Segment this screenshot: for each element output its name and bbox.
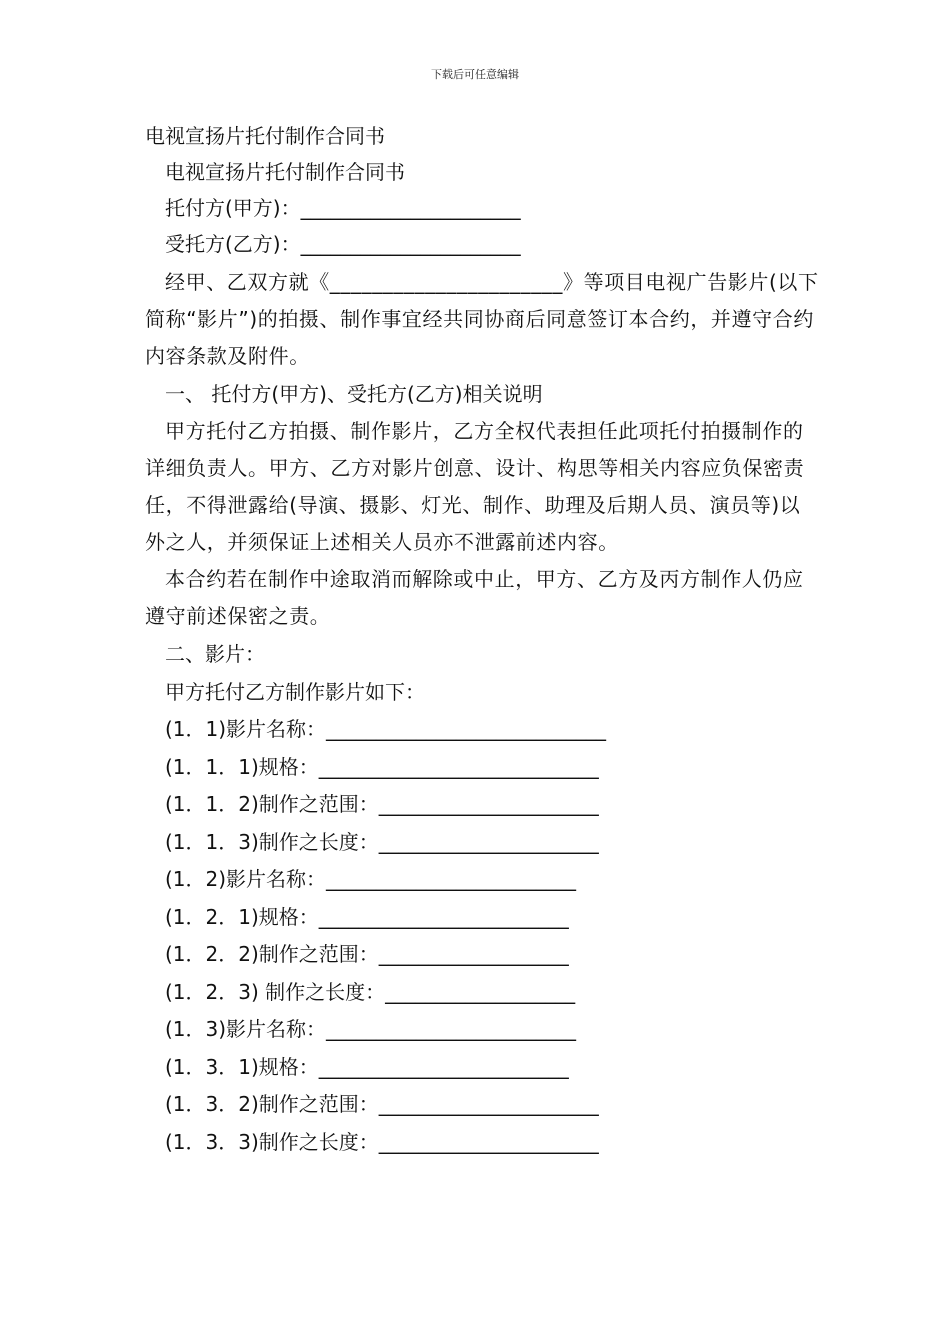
film-item: (1．2)影片名称：_________________________ — [165, 867, 577, 891]
document-title: 电视宣扬片托付制作合同书 — [145, 124, 385, 148]
intro-paragraph: 经甲、乙双方就《______________________》等项目电视广告影片(以下简称“影片”)的拍摄、制作事宜经共同协商后同意签订本合约，并遵守合约内容条款及附件。 — [145, 270, 819, 368]
film-item: (1．1．2)制作之范围：______________________ — [165, 792, 599, 816]
film-item: (1．2．3) 制作之长度：___________________ — [165, 979, 576, 1004]
film-item-list — [145, 711, 820, 1161]
termination-paragraph: 本合约若在制作中途取消而解除或中止，甲方、乙方及丙方制作人仍应遵守前述保密之责。 — [145, 567, 804, 628]
document-subtitle: 电视宣扬片托付制作合同书 — [165, 160, 405, 184]
document-body — [145, 118, 820, 1161]
film-item: (1．1．1)规格：____________________________ — [165, 754, 599, 779]
film-item: (1．3．2)制作之范围：______________________ — [165, 1092, 599, 1116]
section-2-heading: 二、影片： — [165, 642, 265, 666]
party-a-field: 托付方(甲方)：______________________ — [165, 196, 521, 220]
film-item: (1．2．2)制作之范围：___________________ — [165, 942, 569, 966]
party-b-field: 受托方(乙方)：______________________ — [165, 232, 521, 256]
confidentiality-paragraph: 甲方托付乙方拍摄、制作影片，乙方全权代表担任此项托付拍摄制作的详细负责人。甲方、乙方对影片创意、设计、构思等相关内容应负保密责任，不得泄露给(导演、摄影、灯光、制作、助理及后期人员、演员等)以外之人，并须保证上述相关人员亦不泄露前述内容。 — [145, 419, 805, 554]
film-item: (1．1．3)制作之长度：______________________ — [165, 829, 599, 854]
page-header: 下载后可任意编辑 — [431, 68, 519, 81]
films-intro: 甲方托付乙方制作影片如下： — [165, 680, 425, 704]
film-item: (1．1)影片名称：____________________________ — [165, 717, 607, 741]
film-item: (1．3．3)制作之长度：______________________ — [165, 1129, 599, 1154]
film-item: (1．3．1)规格：_________________________ — [165, 1054, 569, 1079]
film-item: (1．3)影片名称：_________________________ — [165, 1017, 577, 1041]
section-1-heading: 一、 托付方(甲方)、受托方(乙方)相关说明 — [165, 382, 543, 406]
film-item: (1．2．1)规格：_________________________ — [165, 904, 569, 929]
